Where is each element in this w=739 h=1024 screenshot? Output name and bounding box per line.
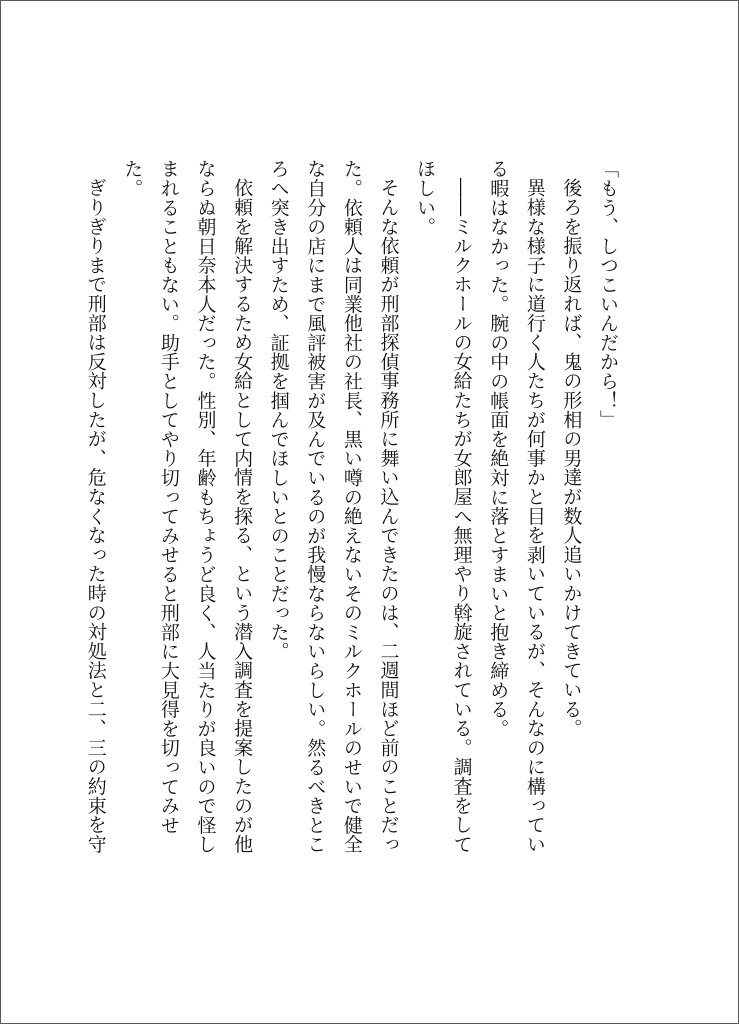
- text-line: そんな依頼が刑部探偵事務所に舞い込んできたのは、二週間ほど前のことだっ: [377, 178, 400, 854]
- text-line: ならぬ朝日奈本人だった。性別、年齢もちょうど良く、人当たりが良いので怪し: [194, 159, 217, 854]
- text-line: 後ろを振り返れば、鬼の形相の男達が数人追いかけてきている。: [560, 178, 583, 738]
- text-line: ――ミルクホールの女給たちが女郎屋へ無理やり斡旋されている。調査をして: [450, 178, 473, 854]
- text-line: る暇はなかった。腕の中の帳面を絶対に落とすまいと抱き締める。: [487, 159, 510, 738]
- text-line: た。依頼人は同業他社の社長、黒い噂の絶えないそのミルクホールのせいで健全: [340, 159, 363, 854]
- text-line: ほしい。: [414, 159, 437, 237]
- text-line: 異様な様子に道行く人たちが何事かと目を剥いているが、そんなのに構ってい: [523, 178, 546, 854]
- text-line: 依頼を解決するため女給として内情を探る、という潜入調査を提案したのが他: [231, 178, 254, 854]
- text-line: 「もう、しつこいんだから！」: [597, 159, 619, 430]
- text-line: ろへ突き出すため、証拠を掴んでほしいとのことだった。: [267, 159, 290, 661]
- text-line: まれることもない。助手としてやり切ってみせると刑部に大見得を切ってみせ: [157, 159, 180, 835]
- text-line: ぎりぎりまで刑部は反対したが、危なくなった時の対処法と二、三の約束を守: [84, 178, 107, 854]
- text-line: た。: [121, 159, 144, 198]
- text-line: な自分の店にまで風評被害が及んでいるのが我慢ならないらしい。然るべきとこ: [304, 159, 327, 854]
- vertical-text-body: [84, 159, 626, 919]
